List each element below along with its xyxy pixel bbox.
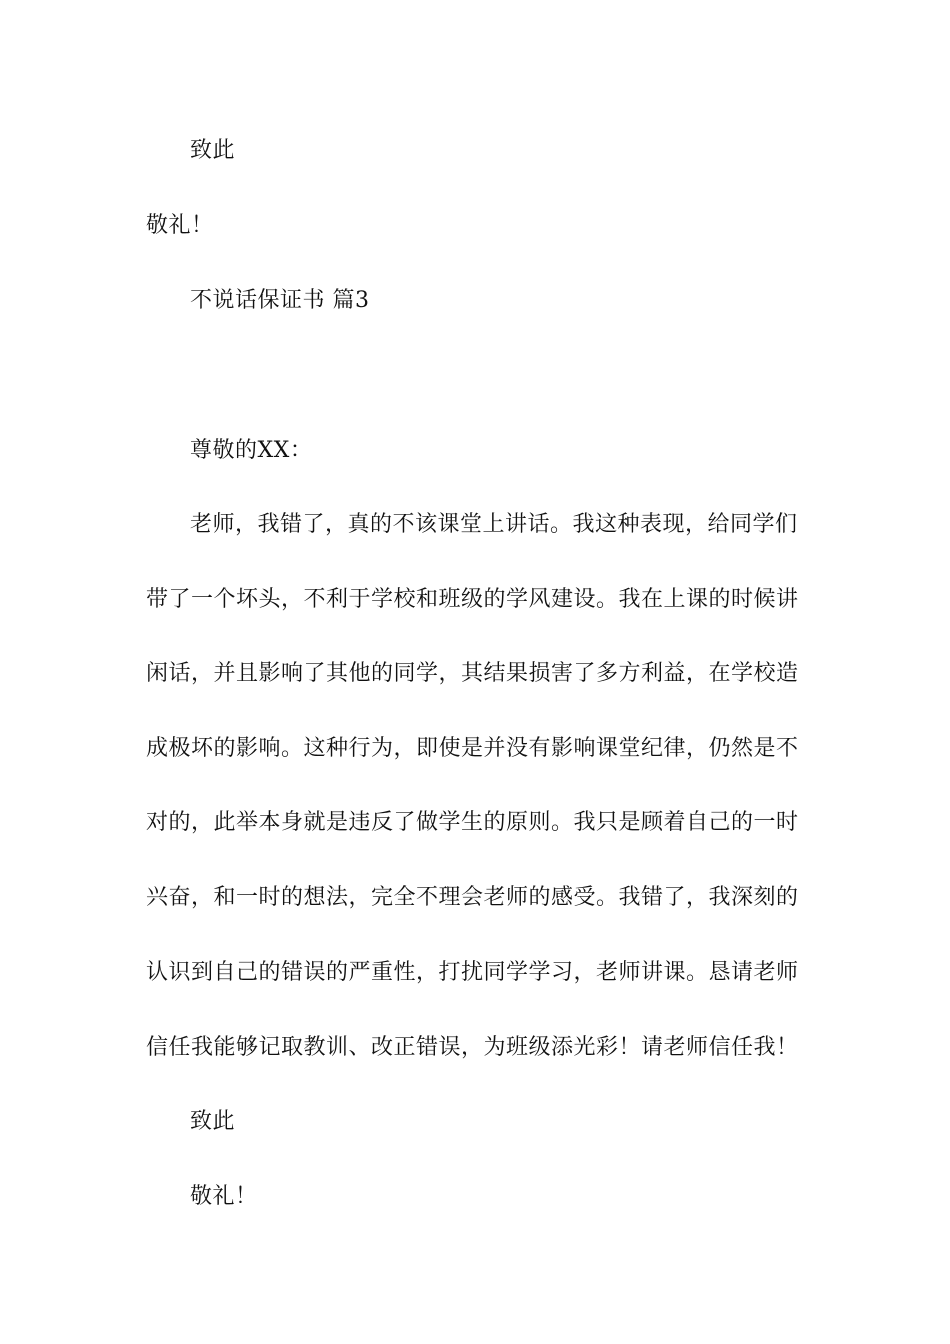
body-line: 对的，此举本身就是违反了做学生的原则。我只是顾着自己的一时 [146, 810, 799, 835]
closing-line: 致此 [190, 138, 236, 163]
body-line: 成极坏的影响。这种行为，即使是并没有影响课堂纪律，仍然是不 [146, 736, 799, 761]
salute-line: 敬礼！ [190, 1184, 258, 1209]
salute-line: 敬礼！ [146, 213, 214, 238]
body-line: 兴奋，和一时的想法，完全不理会老师的感受。我错了，我深刻的 [146, 885, 799, 910]
closing-line: 致此 [190, 1109, 236, 1134]
body-line: 信任我能够记取教训、改正错误，为班级添光彩！请老师信任我！ [146, 1035, 799, 1060]
body-line: 老师，我错了，真的不该课堂上讲话。我这种表现，给同学们 [190, 512, 798, 537]
section-heading: 不说话保证书 篇3 [190, 288, 370, 313]
greeting-line: 尊敬的XX： [190, 438, 313, 463]
body-line: 认识到自己的错误的严重性，打扰同学学习，老师讲课。恳请老师 [146, 960, 799, 985]
body-line: 带了一个坏头，不利于学校和班级的学风建设。我在上课的时候讲 [146, 587, 799, 612]
body-line: 闲话，并且影响了其他的同学，其结果损害了多方利益，在学校造 [146, 661, 799, 686]
